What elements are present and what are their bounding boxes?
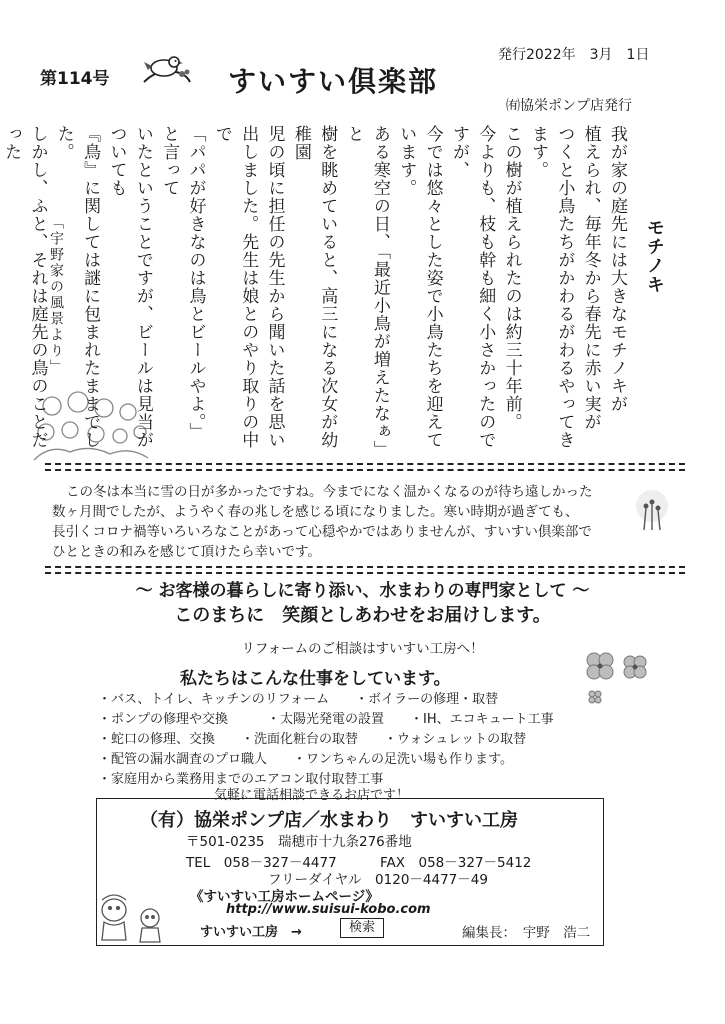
divider [45,572,685,574]
divider [45,566,685,568]
essay-column: 我が家の庭先には大きなモチノキが [607,125,627,413]
newsletter-title: すいすい倶楽部 [228,65,439,98]
message-line: ひとときの和みを感じて頂けたら幸いです。 [52,544,321,560]
search-button[interactable]: 検索 [340,918,384,938]
divider [45,469,685,471]
seasonal-message [52,482,632,562]
essay-column: 今では悠々とした姿で小鳥たちを迎えて [422,125,443,449]
shop-address: 〒501-0235 瑞穂市十九条276番地 [186,834,412,850]
essay-column: この樹が植えられたのは約三十年前。 [501,125,522,431]
essay-title: モチノキ [643,218,665,294]
message-line: 長引くコロナ禍等いろいろなことがあって心穏やかではありませんが、すいすい倶楽部で [52,524,592,540]
flower-sprout-illustration [632,486,672,534]
essay-column: 出しました。先生は娘とのやり取りの中で [211,125,259,449]
mascot-illustration [92,892,172,944]
editor-credit: 編集長： 宇野 浩二 [462,925,591,941]
homepage-url[interactable]: http://www.suisui-kobo.com [226,902,431,917]
shop-name: （有）協栄ポンプ店／水まわり すいすい工房 [140,810,518,831]
message-line: 数ヶ月間でしたが、ようやく春の兆しを感じる頃になりました。寒い時期が過ぎても、 [52,504,579,520]
search-label: すいすい工房 → [200,925,302,940]
message-line: この冬は本当に雪の日が多かったですね。今までになく温かくなるのが待ち遠しかった [66,484,593,500]
shop-fax: FAX 058－327－5412 [380,855,532,871]
bird-illustration [138,48,194,90]
divider [45,463,685,465]
flower-illustration [580,648,650,708]
essay-column: 樹を眺めていると、高三になる次女が幼稚園 [290,125,338,449]
essay-column: 「パパが好きなのは鳥とビールやよ。」と言って [159,125,206,441]
slogan-line-2: このまちに 笑顔としあわせをお届けします。 [174,605,551,626]
service-list-row: ・バス、トイレ、キッチンのリフォーム ・ボイラーの修理・取替 [98,692,499,707]
essay-column: しかし、ふと、それは庭先の鳥のことだった [1,125,48,449]
homepage-title: 《すいすい工房ホームページ》 [190,889,379,905]
essay-column: 『鳥』に関しては謎に包まれたままでした。 [53,125,101,449]
service-list-row: ・蛇口の修理、交換 ・洗面化粧台の取替 ・ウォシュレットの取替 [98,732,527,747]
essay-columns [0,125,630,455]
publisher: ㈲協栄ポンプ店発行 [506,98,632,114]
reform-invite: リフォームのご相談はすいすい工房へ！ [241,641,484,657]
issue-number: 第114号 [40,69,110,89]
side-caption: 「宇野家の風景より」 [48,215,64,375]
essay-column: 植えられ、毎年冬から春先に赤い実が [580,125,601,431]
shop-freedial: フリーダイヤル 0120－4477－49 [268,872,488,888]
reform-heading: 私たちはこんな仕事をしています。 [180,669,451,689]
issue-date: 発行2022年 3月 1日 [498,47,650,63]
essay-column: 児の頃に担任の先生から聞いた話を思い [264,125,285,449]
essay-column: 今よりも、枝も幹も細く小さかったのですが、 [448,125,496,449]
essay-column: います。 [396,125,417,197]
slogan-line-1: ～ お客様の暮らしに寄り添い、水まわりの専門家として ～ [135,581,590,601]
phone-consult-note: 気軽に電話相談できるお店です！ [214,788,410,803]
shop-tel: TEL 058－327－4477 [186,855,337,871]
service-list-row: ・家庭用から業務用までのエアコン取付取替工事 [98,772,384,787]
essay-column: つくと小鳥たちがかわるがわるやってきます。 [527,125,575,449]
essay-column: ある寒空の日、「最近小鳥が増えたなぁ」と [343,125,390,450]
essay-column: いたということですが、ビールは見当がついても [106,125,153,449]
service-list-row: ・ポンプの修理や交換 ・太陽光発電の設置 ・IH、エコキュート工事 [98,712,554,727]
service-list-row: ・配管の漏水調査のプロ職人 ・ワンちゃんの足洗い場も作ります。 [98,752,513,767]
